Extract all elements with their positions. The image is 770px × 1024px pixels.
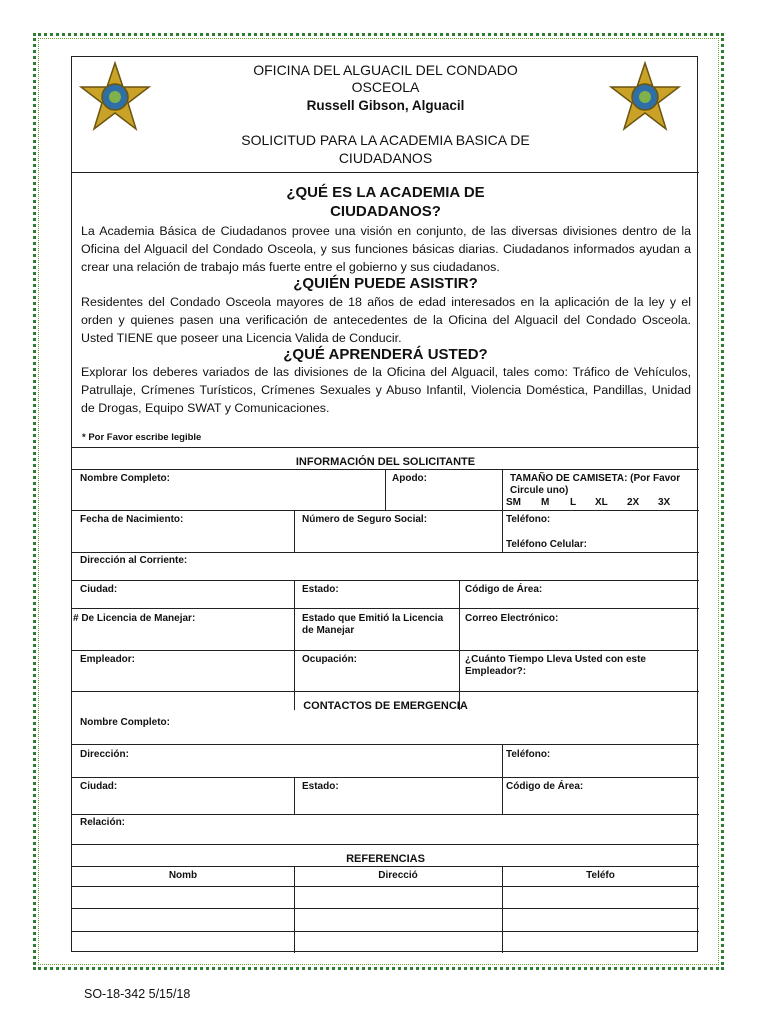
city-label: Ciudad: [80,584,118,595]
eligibility-description: Residentes del Condado Osceola mayores de 18 años de edad interesados en la aplicación de la ley y el orden y quienes pasen una verificación de antecedentes de la Oficina del Alguacil del Condado Osceola. Usted TIENE que poseer una Licencia Valida de Conducir. [81,295,691,345]
occupation-label: Ocupación: [302,654,358,665]
col-divider [294,510,295,552]
reference-address-header: Direcció [378,870,418,881]
question-what-heading-line2: CIUDADANOS? [330,203,441,220]
license-state-label-line1: Estado que Emitió la Licencia [302,613,444,624]
row-divider [72,866,699,867]
form-title-line1: SOLICITUD PARA LA ACADEMIA BASICA DE [241,132,530,148]
col-divider [294,866,295,953]
row-divider [72,777,699,778]
question-what-heading-line1: ¿QUÉ ES LA ACADEMIA DE [286,184,485,201]
form-code-footer: SO-18-342 5/15/18 [84,987,191,1001]
reference-row[interactable] [72,908,699,909]
emergency-address-label: Dirección: [80,749,129,760]
row-divider [72,744,699,745]
col-divider [294,777,295,814]
emergency-full-name-label: Nombre Completo: [80,717,170,728]
curriculum-description: Explorar los deberes variados de las divisiones de la Oficina del Alguacil, tales como: Tráfico de Vehículos, Patrullaje, Crímenes Turísticos, Crímenes Sexuales y Abuso Infantil, Violencia Doméstica, Pandillas, Unidad de Drogas, Equipo SWAT y Comunicaciones. [81,365,691,415]
col-divider [502,866,503,953]
row-divider [72,510,502,511]
row-divider [72,608,699,609]
license-number-label: # De Licencia de Manejar: [73,613,196,624]
row-divider [72,814,699,815]
col-divider [502,510,503,552]
zip-label: Código de Área: [465,584,543,595]
dob-label: Fecha de Nacimiento: [80,514,184,525]
shirt-size-l[interactable]: L [570,497,577,508]
shirt-size-3x[interactable]: 3X [658,497,671,508]
form-title-line2: CIUDADANOS [338,150,433,166]
col-divider [385,469,386,510]
emergency-section-title: CONTACTOS DE EMERGENCIA [303,700,468,712]
shirt-size-label-line2: Circule uno) [510,485,569,496]
shirt-size-m[interactable]: M [541,497,550,508]
shirt-size-xl[interactable]: XL [595,497,608,508]
row-divider [72,650,699,651]
agency-name-line2: OSCEOLA [351,79,420,95]
col-divider [502,744,503,814]
emergency-state-label: Estado: [302,781,339,792]
reference-row[interactable] [72,931,699,932]
header-divider [72,172,699,173]
phone-label: Teléfono: [506,514,551,525]
reference-row[interactable] [72,886,699,887]
sheriff-name: Russell Gibson, Alguacil [306,98,465,113]
shirt-size-label-line1: TAMAÑO DE CAMISETA: (Por Favor [510,473,681,484]
shirt-size-2x[interactable]: 2X [627,497,640,508]
ssn-label: Número de Seguro Social: [302,514,428,525]
relationship-label: Relación: [80,817,126,828]
question-who-heading: ¿QUIÉN PUEDE ASISTIR? [293,275,478,292]
academy-description: La Academia Básica de Ciudadanos provee una visión en conjunto, de las diversas divisiones dentro de la Oficina del Alguacil del Condado Osceola, y sus funciones básicas diarias. Ciudadanos informados ayudan a crear una relación de trabajo más fuerte entre el gobierno y sus ciudadanos. [81,224,691,274]
intro-divider [72,447,699,448]
reference-phone-header: Teléfo [586,870,615,881]
row-divider [72,580,699,581]
application-form [71,56,698,952]
tenure-label-line1: ¿Cuánto Tiempo Lleva Usted con este [465,654,646,665]
question-learn-heading: ¿QUÉ APRENDERÁ USTED? [283,346,488,363]
row-divider [72,844,699,845]
emergency-city-label: Ciudad: [80,781,118,792]
full-name-label: Nombre Completo: [80,473,170,484]
col-divider [502,469,503,510]
tenure-label-line2: Empleador?: [465,666,527,677]
legibility-note: * Por Favor escribe legible [82,432,202,443]
agency-name-line1: OFICINA DEL ALGUACIL DEL CONDADO [253,62,518,78]
applicant-section-title: INFORMACIÓN DEL SOLICITANTE [295,456,476,468]
reference-name-header: Nomb [168,870,198,881]
shirt-size-sm[interactable]: SM [506,497,521,508]
email-label: Correo Electrónico: [465,613,559,624]
row-divider [72,552,699,553]
nickname-label: Apodo: [392,473,427,484]
row-divider [502,510,699,511]
emergency-phone-label: Teléfono: [506,749,551,760]
employer-label: Empleador: [80,654,136,665]
row-divider [72,691,699,692]
cell-phone-label: Teléfono Celular: [506,539,587,550]
emergency-zip-label: Código de Área: [506,781,584,792]
references-section-title: REFERENCIAS [346,853,425,865]
license-state-label-line2: de Manejar [302,625,355,636]
current-address-label: Dirección al Corriente: [80,555,188,566]
state-label: Estado: [302,584,339,595]
